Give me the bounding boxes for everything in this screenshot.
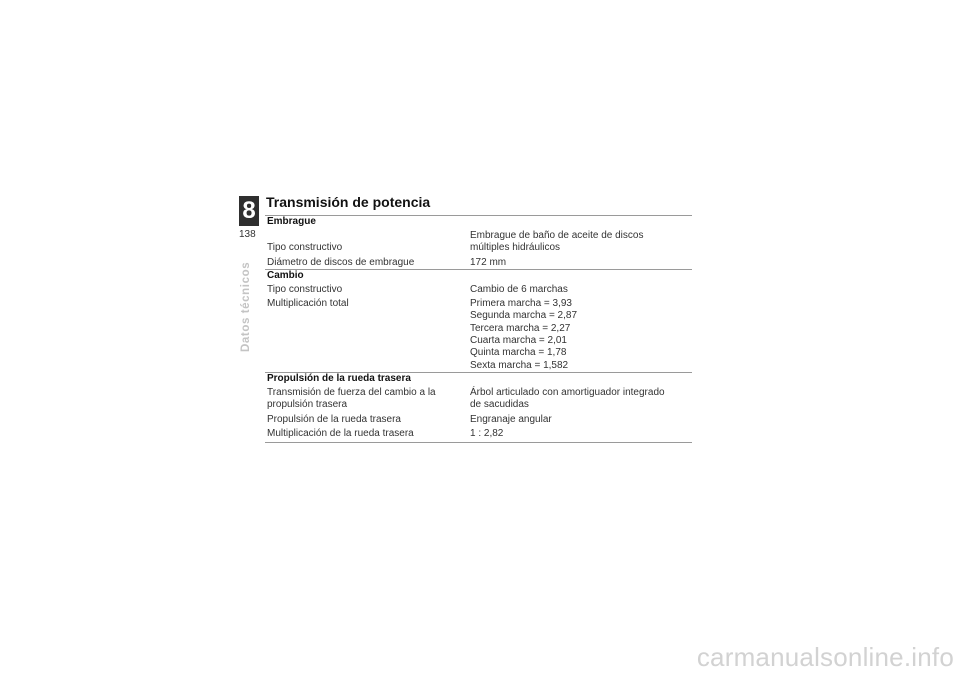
- table-row: [265, 426, 692, 440]
- section-embrague: [265, 215, 692, 269]
- page-number: 138: [239, 229, 256, 240]
- value-line: Árbol articulado con amortiguador integrado: [470, 386, 665, 398]
- table-row: [265, 296, 692, 372]
- spec-table: [265, 215, 692, 443]
- row-value: [470, 428, 692, 440]
- label-line: Transmisión de fuerza del cambio a la: [267, 386, 436, 398]
- label-line: propulsión trasera: [267, 399, 348, 411]
- row-label: Multiplicación total: [267, 298, 349, 310]
- row-label: Tipo constructivo: [267, 242, 343, 254]
- row-label: Diámetro de discos de embrague: [267, 256, 415, 268]
- value-line: Engranaje angular: [470, 413, 552, 425]
- row-label: Tipo constructivo: [267, 283, 343, 295]
- row-value: [470, 284, 692, 296]
- row-value: [470, 298, 692, 372]
- section-cambio: [265, 269, 692, 372]
- row-label: Propulsión de la rueda trasera: [267, 413, 401, 425]
- value-line: 1 : 2,82: [470, 427, 504, 439]
- value-line: 172 mm: [470, 256, 507, 268]
- table-row: [265, 385, 692, 412]
- value-line: múltiples hidráulicos: [470, 242, 561, 254]
- table-row: [265, 228, 692, 255]
- value-line: Segunda marcha = 2,87: [470, 310, 578, 322]
- row-label: Multiplicación de la rueda trasera: [267, 427, 414, 439]
- table-row: [265, 282, 692, 296]
- row-value: [470, 257, 692, 269]
- table-row: [265, 255, 692, 269]
- watermark-url: carmanualsonline.info: [696, 642, 954, 672]
- value-line: Cambio de 6 marchas: [470, 283, 568, 295]
- row-value: [470, 230, 692, 255]
- value-line: Cuarta marcha = 2,01: [470, 335, 567, 347]
- page-title: Transmisión de potencia: [266, 194, 431, 210]
- row-value: [470, 387, 692, 412]
- section-title: Cambio: [267, 269, 304, 281]
- row-label: [265, 387, 470, 412]
- chapter-side-label: Datos técnicos: [240, 261, 252, 352]
- table-row: [265, 412, 692, 426]
- chapter-number-tab: 8: [239, 196, 259, 226]
- value-line: Primera marcha = 3,93: [470, 298, 572, 310]
- value-line: Sexta marcha = 1,582: [470, 359, 569, 371]
- value-line: de sacudidas: [470, 399, 529, 411]
- value-line: Quinta marcha = 1,78: [470, 347, 567, 359]
- value-line: Embrague de baño de aceite de discos: [470, 230, 644, 241]
- section-title: Propulsión de la rueda trasera: [267, 372, 411, 384]
- section-propulsion-rueda-trasera: [265, 372, 692, 443]
- section-title: Embrague: [267, 216, 316, 227]
- value-line: Tercera marcha = 2,27: [470, 322, 571, 334]
- row-value: [470, 414, 692, 426]
